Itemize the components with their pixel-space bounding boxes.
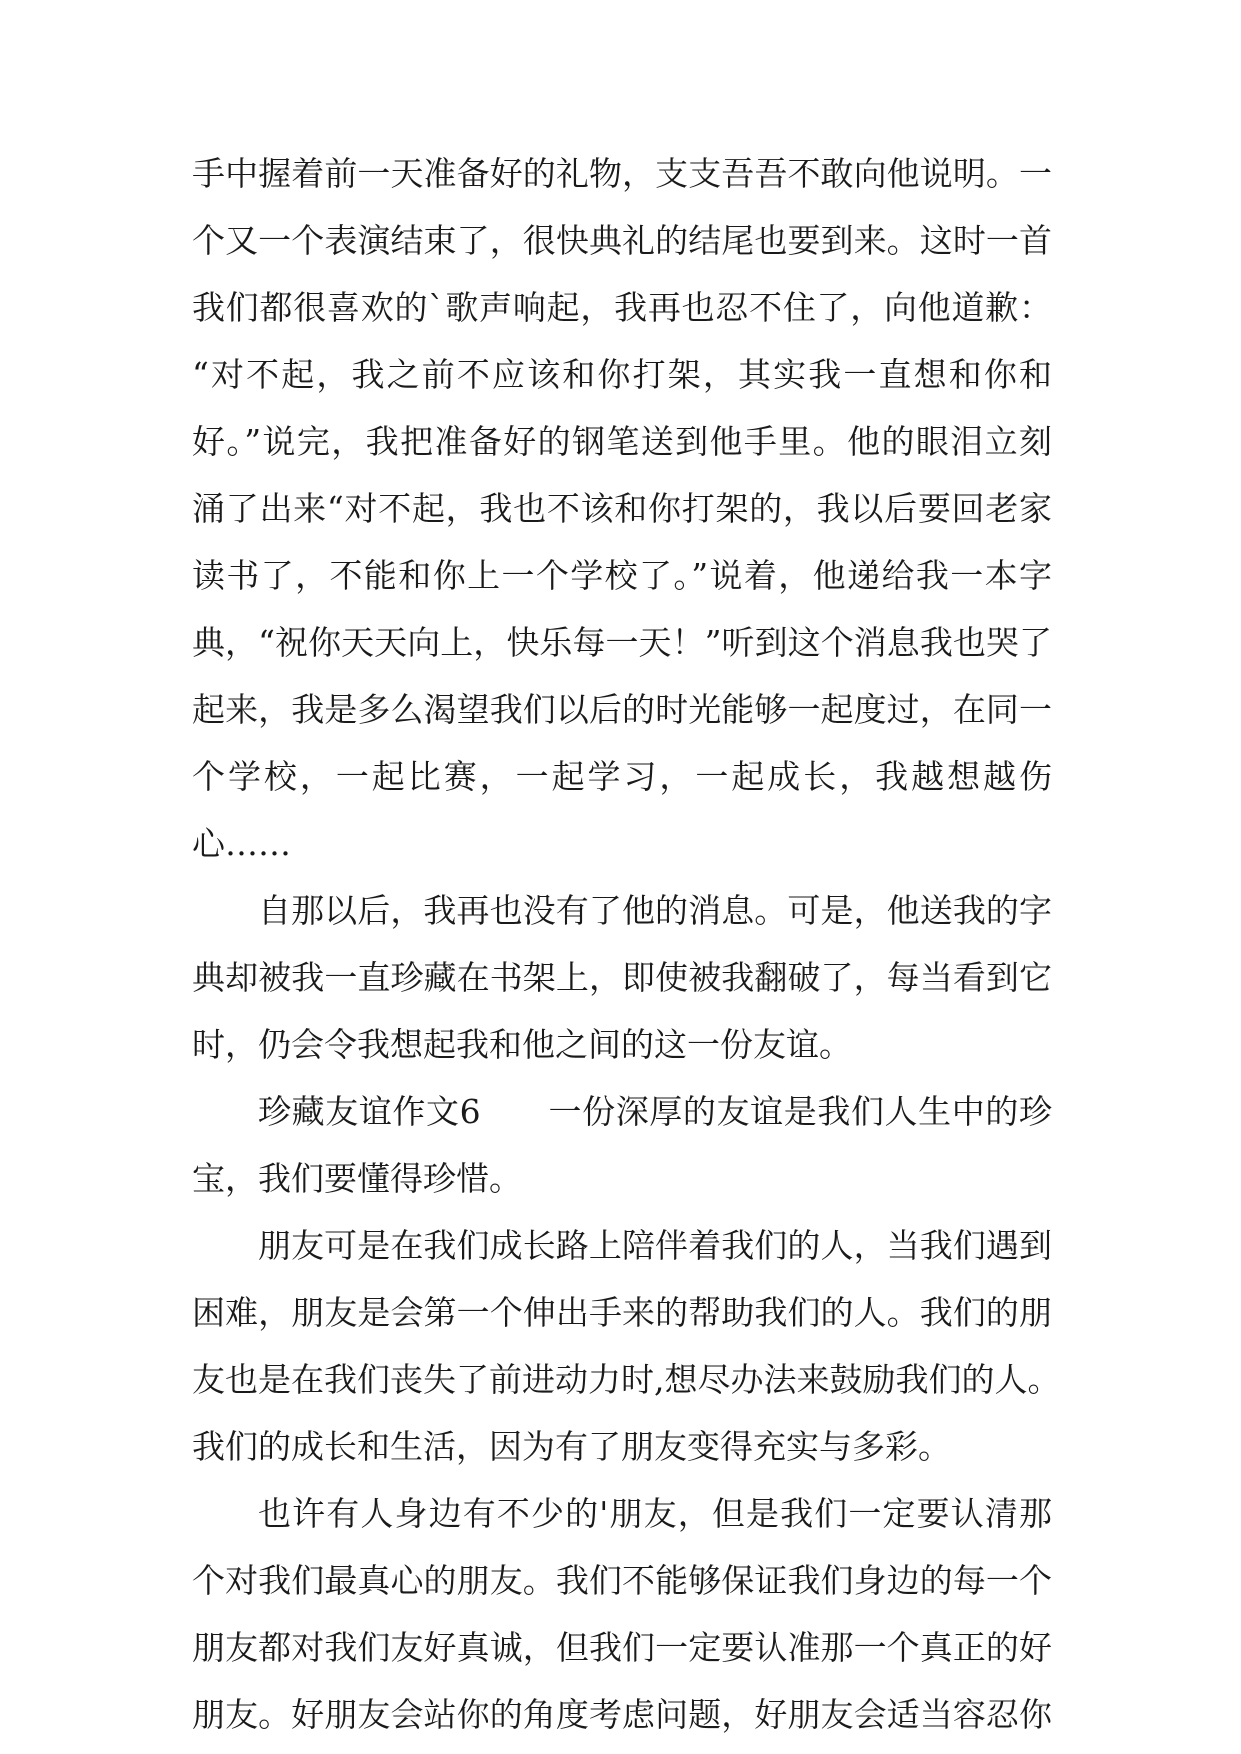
text-line: 典，“祝你天天向上，快乐每一天！”听到这个消息我也哭了: [192, 623, 1052, 662]
text-line: “对不起，我之前不应该和你打架，其实我一直想和你和: [192, 355, 1052, 394]
text-line: 起来，我是多么渴望我们以后的时光能够一起度过，在同一: [192, 690, 1052, 729]
text-line: 我们的成长和生活，因为有了朋友变得充实与多彩。: [192, 1427, 951, 1466]
paragraph-first-line: 自那以后，我再也没有了他的消息。可是，他送我的字: [258, 891, 1052, 930]
text-line: 朋友都对我们友好真诚，但我们一定要认准那一个真正的好: [192, 1628, 1052, 1667]
text-line: 个对我们最真心的朋友。我们不能够保证我们身边的每一个: [192, 1561, 1052, 1600]
paragraph-first-line: 朋友可是在我们成长路上陪伴着我们的人，当我们遇到: [258, 1226, 1052, 1265]
text-line: 心……: [192, 824, 291, 863]
essay-title-line: 珍藏友谊作文6 一份深厚的友谊是我们人生中的珍: [258, 1092, 1052, 1131]
text-line: 个学校，一起比赛，一起学习，一起成长，我越想越伤: [192, 757, 1052, 796]
text-line: 个又一个表演结束了，很快典礼的结尾也要到来。这时一首: [192, 221, 1052, 260]
text-line: 朋友。好朋友会站你的角度考虑问题，好朋友会适当容忍你: [192, 1695, 1052, 1734]
text-line: 好。”说完，我把准备好的钢笔送到他手里。他的眼泪立刻: [192, 422, 1052, 461]
text-line: 手中握着前一天准备好的礼物，支支吾吾不敢向他说明。一: [192, 154, 1052, 193]
text-line: 涌了出来“对不起，我也不该和你打架的，我以后要回老家: [192, 489, 1052, 528]
text-line: 读书了，不能和你上一个学校了。”说着，他递给我一本字: [192, 556, 1052, 595]
article-body: [192, 140, 1061, 1748]
text-line: 宝，我们要懂得珍惜。: [192, 1159, 522, 1198]
text-line: 困难，朋友是会第一个伸出手来的帮助我们的人。我们的朋: [192, 1293, 1052, 1332]
text-line: 典却被我一直珍藏在书架上，即使被我翻破了，每当看到它: [192, 958, 1052, 997]
text-line: 友也是在我们丧失了前进动力时,想尽办法来鼓励我们的人。: [192, 1360, 1061, 1399]
text-line: 我们都很喜欢的`歌声响起，我再也忍不住了，向他道歉：: [192, 288, 1052, 327]
paragraph-first-line: 也许有人身边有不少的'朋友，但是我们一定要认清那: [258, 1494, 1052, 1533]
text-line: 时，仍会令我想起我和他之间的这一份友谊。: [192, 1025, 852, 1064]
